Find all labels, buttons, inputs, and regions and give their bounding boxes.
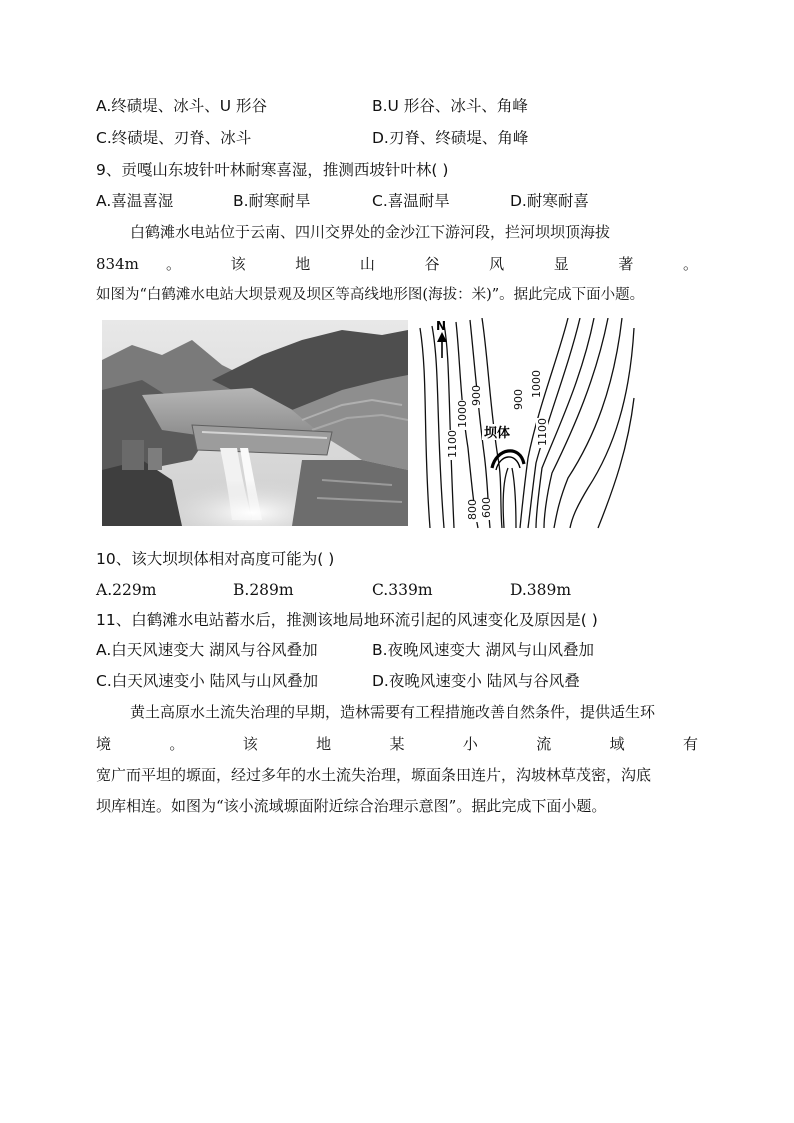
- contour-label-900-left: 900: [470, 385, 483, 406]
- passage2-line3: 宽广而平坦的塬面，经过多年的水土流失治理，塬面条田连片，沟坡林草茂密，沟底: [96, 766, 652, 784]
- contour-map: [418, 318, 636, 530]
- q9-option-d: D.耐寒耐喜: [510, 192, 589, 210]
- q11-option-a: A.白天风速变大 湖风与谷风叠加: [96, 641, 318, 659]
- q9-option-c: C.喜温耐旱: [372, 192, 450, 210]
- passage2-line1: 黄土高原水土流失治理的早期，造林需要有工程措施改善自然条件，提供适生环: [130, 703, 656, 721]
- contour-label-1000-left: 1000: [456, 400, 469, 428]
- q8-option-b: B.U 形谷、冰斗、角峰: [372, 97, 528, 115]
- passage1-line1: 白鹤滩水电站位于云南、四川交界处的金沙江下游河段，拦河坝坝顶海拔: [130, 223, 611, 241]
- q8-option-d: D.刃脊、终碛堤、角峰: [372, 129, 529, 147]
- q9-option-a: A.喜温喜湿: [96, 192, 174, 210]
- q8-option-c: C.终碛堤、刃脊、冰斗: [96, 129, 252, 147]
- q10-option-a: A.229m: [96, 581, 157, 599]
- q11-stem: 11、白鹤滩水电站蓄水后，推测该地局地环流引起的风速变化及原因是( ): [96, 611, 598, 629]
- contour-label-900-right: 900: [512, 389, 525, 410]
- q11-option-c: C.白天风速变小 陆风与山风叠加: [96, 672, 319, 690]
- q10-stem: 10、该大坝坝体相对高度可能为( ): [96, 550, 335, 568]
- passage1-line2: 834m 。 该 地 山 谷 风 显 著 。: [96, 255, 698, 273]
- contour-label-1100-right: 1100: [536, 418, 549, 446]
- dam-label: 坝体: [484, 426, 511, 441]
- q8-option-a: A.终碛堤、冰斗、U 形谷: [96, 97, 268, 115]
- passage2-line4: 坝库相连。如图为“该小流域塬面附近综合治理示意图”。据此完成下面小题。: [96, 797, 607, 815]
- passage1-line3: 如图为“白鹤滩水电站大坝景观及坝区等高线地形图(海拔：米)”。据此完成下面小题。: [96, 287, 645, 303]
- contour-label-800: 800: [466, 499, 479, 520]
- north-label: N: [436, 319, 447, 333]
- q11-option-d: D.夜晚风速变小 陆风与谷风叠: [372, 672, 580, 690]
- q10-option-b: B.289m: [233, 581, 294, 599]
- contour-label-600: 600: [480, 497, 493, 518]
- q10-option-d: D.389m: [510, 581, 572, 599]
- passage2-line2: 境 。 该 地 某 小 流 域 有: [96, 735, 698, 753]
- contour-label-1000-right: 1000: [530, 370, 543, 398]
- contour-label-1100-left: 1100: [446, 430, 459, 458]
- q11-option-b: B.夜晚风速变大 湖风与山风叠加: [372, 641, 594, 659]
- q10-option-c: C.339m: [372, 581, 433, 599]
- q9-option-b: B.耐寒耐旱: [233, 192, 311, 210]
- q9-stem: 9、贡嘎山东坡针叶林耐寒喜湿，推测西坡针叶林( ): [96, 161, 449, 179]
- dam-photo: [102, 320, 408, 526]
